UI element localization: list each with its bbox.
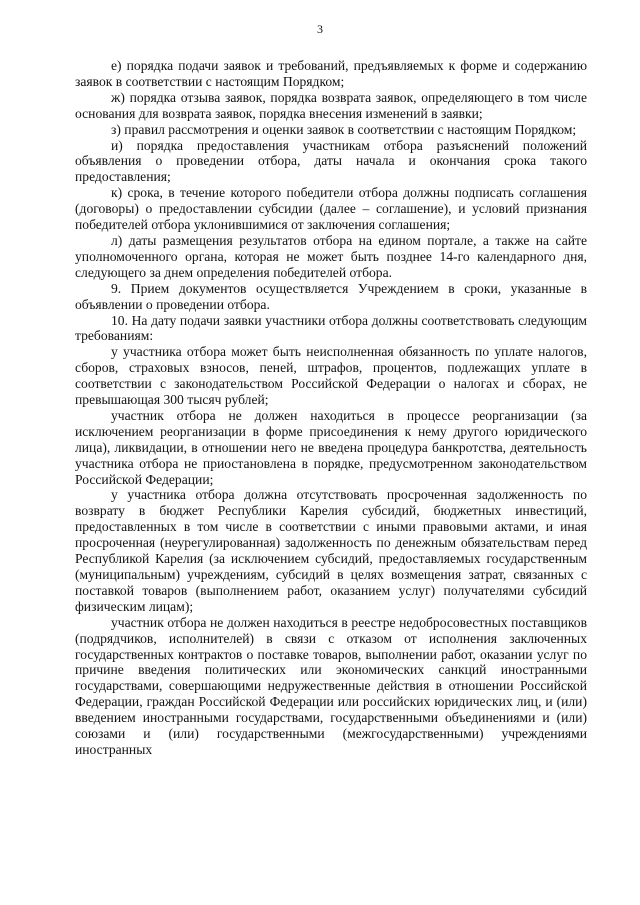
paragraph-requirement-debt: у участника отбора должна отсутствовать просроченная задолженность по возврату в бюджет Республики Карелия субсидий, бюджетных инвестиций, предоставленных в том числе в соответствии с иными правовыми актами, и иная просроченная (неурегулированная) задолженность по денежным обязательствам перед Республикой Карелия (за исключением субсидий, предоставляемых государственным (муниципальным) учреждениям, субсидий в целях возмещения затрат, связанных с поставкой товаров (выполнением работ, оказанием услуг) получателями субсидий физическим лицам); (75, 487, 587, 614)
document-body (75, 58, 587, 758)
paragraph-clause-9: 9. Прием документов осуществляется Учреждением в сроки, указанные в объявлении о проведении отбора. (75, 280, 587, 312)
paragraph-clause-10: 10. На дату подачи заявки участники отбора должны соответствовать следующим требованиям: (75, 312, 587, 344)
paragraph-requirement-registry: участник отбора не должен находиться в реестре недобросовестных поставщиков (подрядчиков, исполнителей) в связи с отказом от исполнения заключенных государственных контрактов о поставке товаров, выполнении работ, оказании услуг по причине введения политических или экономических санкций иностранными государствами, совершающими недружественные действия в отношении Российской Федерации, граждан Российской Федерации или российских юридических лиц, и (или) введением иностранными государствами, государственными объединениями и (или) союзами и (или) государственными (межгосударственными) учреждениями иностранных (75, 614, 587, 757)
paragraph-item-k: к) срока, в течение которого победители отбора должны подписать соглашения (договоры) о предоставлении субсидии (далее – соглашение), и условий признания победителей отбора уклонившимися от заключения соглашения; (75, 185, 587, 233)
paragraph-item-zh: ж) порядка отзыва заявок, порядка возврата заявок, определяющего в том числе основания для возврата заявок, порядка внесения изменений в заявки; (75, 89, 587, 121)
page-number: 3 (317, 22, 323, 36)
paragraph-item-i: и) порядка предоставления участникам отбора разъяснений положений объявления о проведении отбора, даты начала и окончания срока такого предоставления; (75, 137, 587, 185)
paragraph-item-e: е) порядка подачи заявок и требований, предъявляемых к форме и содержанию заявок в соответствии с настоящим Порядком; (75, 58, 587, 89)
paragraph-item-l: л) даты размещения результатов отбора на едином портале, а также на сайте уполномоченного органа, которая не может быть позднее 14-го календарного дня, следующего за днем определения победителей отбора. (75, 232, 587, 280)
paragraph-item-z: з) правил рассмотрения и оценки заявок в соответствии с настоящим Порядком; (111, 121, 577, 137)
paragraph-requirement-tax: у участника отбора может быть неисполненная обязанность по уплате налогов, сборов, страховых взносов, пеней, штрафов, процентов, подлежащих уплате в соответствии с законодательством Российской Федерации о налогах и сборах, не превышающая 300 тысяч рублей; (75, 344, 587, 408)
paragraph-requirement-reorganization: участник отбора не должен находиться в процессе реорганизации (за исключением реорганизации в форме присоединения к нему другого юридического лица), ликвидации, в отношении него не введена процедура банкротства, деятельность участника отбора не приостановлена в порядке, предусмотренном законодательством Российской Федерации; (75, 407, 587, 487)
